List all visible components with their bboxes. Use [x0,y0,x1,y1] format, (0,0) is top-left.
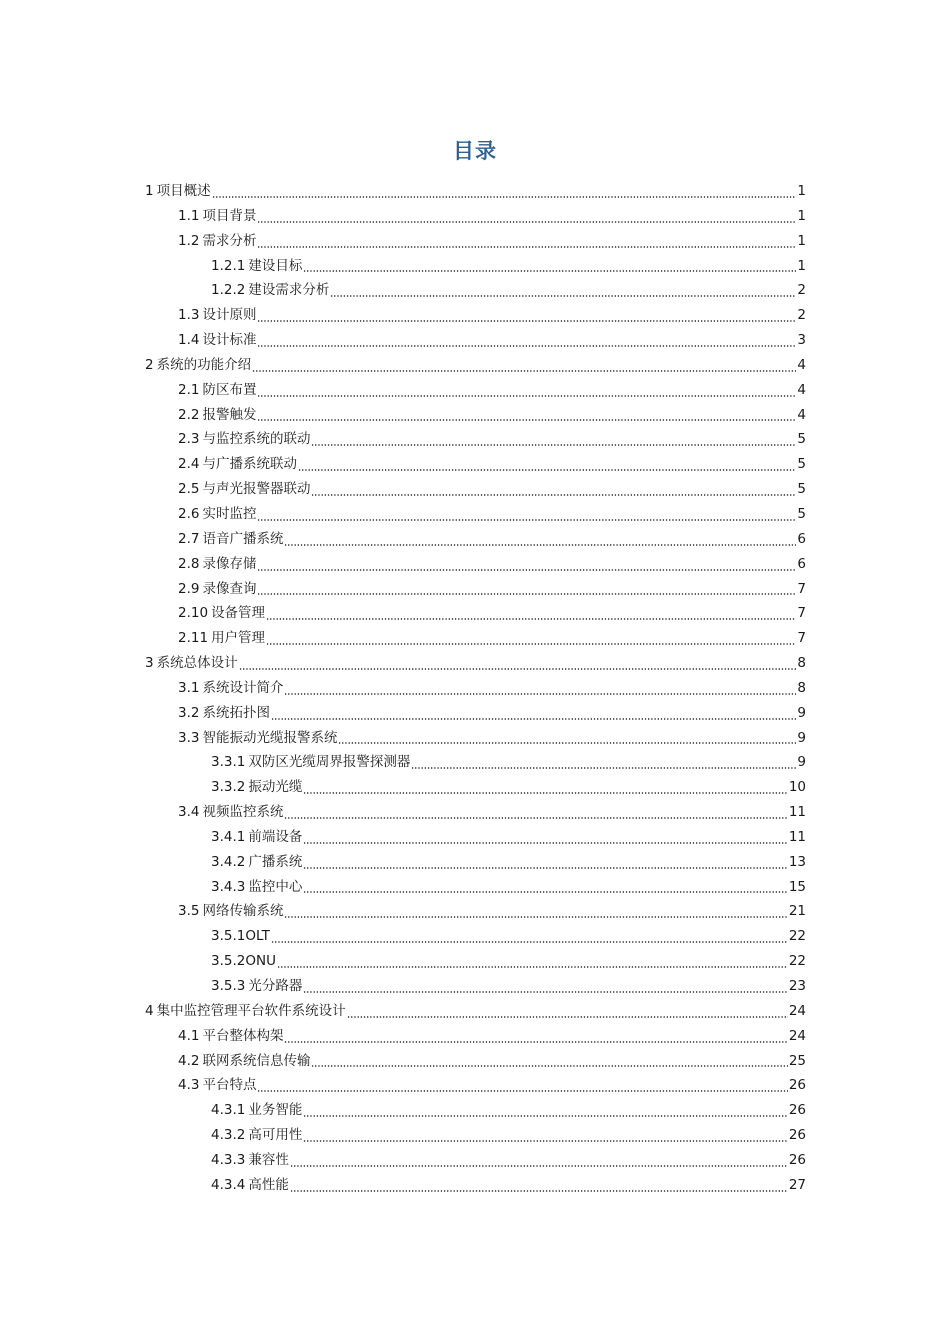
toc-dot-leader [284,544,796,546]
toc-entry[interactable] [145,328,806,353]
toc-entry-label: 建设目标 [248,257,303,274]
toc-dot-leader [290,1190,788,1192]
toc-dot-leader [303,270,796,272]
toc-dot-leader [239,668,797,670]
toc-entry-label: 监控中心 [248,878,303,895]
toc-entry-heading [211,850,302,875]
toc-entry[interactable] [145,477,806,502]
toc-entry[interactable] [145,527,806,552]
toc-entry-label: 高性能 [248,1176,289,1193]
toc-entry-page-number: 6 [797,530,806,547]
toc-dot-leader [411,767,796,769]
toc-entry-number: 2.3 [178,431,200,448]
toc-entry-heading [211,924,270,949]
toc-entry-label: 需求分析 [202,232,257,249]
toc-entry-label: 网络传输系统 [202,903,284,920]
toc-entry-label: 视频监控系统 [202,804,284,821]
toc-entry[interactable] [145,701,806,726]
toc-entry-label: 平台特点 [202,1077,257,1094]
toc-entry-number: 3.3 [178,729,200,746]
toc-entry-number: 2.9 [178,580,200,597]
toc-entry-label: 语音广播系统 [202,530,284,547]
toc-entry[interactable] [145,800,806,825]
toc-entry-label: 系统的功能介绍 [156,356,252,373]
toc-entry-number: 3.5.2ONU [211,953,276,970]
toc-entry-page-number: 26 [788,1077,806,1094]
toc-entry-label: 实时监控 [202,505,257,522]
toc-entry[interactable] [145,452,806,477]
toc-dot-leader [330,295,796,297]
toc-entry-heading [178,726,337,751]
toc-entry-page-number: 21 [788,903,806,920]
toc-entry[interactable] [145,403,806,428]
toc-entry-number: 2.11 [178,630,209,647]
toc-entry-label: 光分路器 [248,978,303,994]
toc-entry-label: 智能振动光缆报警系统 [202,729,338,746]
toc-entry-number: 1.2.1 [211,257,246,274]
toc-entry-number: 4 [145,1002,154,1019]
toc-entry-page-number: 4 [797,381,806,398]
toc-dot-leader [303,1115,787,1117]
toc-dot-leader [257,1090,787,1092]
toc-entry-number: 1.2 [178,232,200,249]
toc-entry-number: 3.3.1 [211,754,246,771]
toc-entry-number: 2.7 [178,530,200,547]
toc-entry[interactable] [145,875,806,900]
toc-entry[interactable] [145,775,806,800]
toc-dot-leader [311,444,796,446]
toc-entry[interactable] [145,179,806,204]
toc-dot-leader [284,817,787,819]
toc-entry-page-number: 11 [788,804,806,821]
toc-entry-page-number: 6 [797,555,806,572]
toc-dot-leader [257,593,796,595]
toc-entry-number: 4.3.4 [211,1176,246,1193]
toc-dot-leader [303,792,787,794]
toc-entry[interactable] [145,1073,806,1098]
toc-entry-number: 2.8 [178,555,200,572]
toc-entry-label: 集中监控管理平台软件系统设计 [156,1002,346,1019]
toc-entry[interactable] [145,229,806,254]
toc-entry[interactable] [145,378,806,403]
toc-entry[interactable] [145,974,806,999]
toc-entry[interactable] [145,1024,806,1049]
toc-title: 目录 [453,139,497,163]
toc-entry-page-number: 24 [788,1002,806,1019]
toc-entry-number: 3.5.3 [211,978,246,994]
toc-entry-heading [211,254,302,279]
toc-dot-leader [252,370,796,372]
toc-entry-page-number: 11 [788,828,806,845]
toc-entry-heading [178,452,297,477]
toc-entry-page-number: 5 [797,505,806,522]
toc-entry-heading [178,403,256,428]
toc-entry-heading [178,477,310,502]
toc-entry-heading [145,179,211,204]
toc-entry-heading [211,1173,289,1198]
toc-entry-page-number: 7 [797,630,806,647]
toc-entry-heading [211,875,302,900]
toc-entry-number: 3.5 [178,903,200,920]
toc-entry-heading [211,974,302,999]
toc-entry-heading [178,527,283,552]
toc-entry[interactable] [145,651,806,676]
toc-entry-label: 联网系统信息传输 [202,1052,311,1069]
toc-entry-number: 2.4 [178,456,200,473]
toc-entry-heading [178,229,256,254]
toc-entry[interactable] [145,726,806,751]
toc-entry-label: 录像存储 [202,555,257,572]
toc-entry-number: 4.3.2 [211,1127,246,1144]
toc-entry[interactable] [145,427,806,452]
toc-entry[interactable] [145,1173,806,1198]
toc-entry-number: 3.5.1OLT [211,928,270,945]
toc-entry-label: 振动光缆 [248,779,303,796]
toc-entry-heading [211,1098,302,1123]
toc-entry-heading [178,1073,256,1098]
toc-entry-page-number: 7 [797,580,806,597]
toc-entry-label: 设计标准 [202,332,257,349]
toc-dot-leader [284,1041,787,1043]
toc-entry-number: 1.2.2 [211,282,246,299]
toc-entry-heading [211,750,410,775]
toc-entry-label: 高可用性 [248,1127,303,1144]
toc-entry-page-number: 5 [797,481,806,498]
toc-entry-page-number: 26 [788,1102,806,1119]
toc-dot-leader [257,519,796,521]
toc-entry-page-number: 25 [788,1052,806,1069]
toc-entry-label: 与监控系统的联动 [202,431,311,448]
toc-entry-label: 业务智能 [248,1102,303,1119]
toc-entry[interactable] [145,254,806,279]
toc-entry[interactable] [145,502,806,527]
toc-entry[interactable] [145,676,806,701]
toc-entry-label: 项目背景 [202,207,257,224]
toc-dot-leader [284,916,787,918]
toc-dot-leader [303,991,787,993]
toc-entry[interactable] [145,825,806,850]
toc-entry[interactable] [145,353,806,378]
toc-entry-page-number: 13 [788,853,806,870]
toc-entry-heading [178,800,283,825]
toc-entry-page-number: 27 [788,1176,806,1193]
toc-entry-number: 2 [145,356,154,373]
toc-dot-leader [257,221,796,223]
toc-entry-page-number: 4 [797,356,806,373]
toc-entry-heading [145,999,346,1024]
toc-entry-heading [178,378,256,403]
toc-entry-label: 与声光报警器联动 [202,481,311,498]
toc-dot-leader [266,618,796,620]
toc-entry-page-number: 1 [797,183,806,199]
toc-entry[interactable] [145,278,806,303]
toc-entry-heading [178,204,256,229]
toc-dot-leader [257,345,796,347]
toc-entry[interactable] [145,552,806,577]
toc-entry[interactable] [145,1049,806,1074]
toc-entry[interactable] [145,1098,806,1123]
toc-entry-heading [178,701,270,726]
toc-entry[interactable] [145,601,806,626]
toc-entry-page-number: 26 [788,1151,806,1168]
toc-dot-leader [271,718,796,720]
toc-entry-page-number: 1 [797,207,806,224]
toc-entry[interactable] [145,924,806,949]
toc-entry-heading [178,502,256,527]
toc-entry-heading [211,775,302,800]
toc-dot-leader [303,842,787,844]
toc-entry[interactable] [145,1123,806,1148]
toc-entry-number: 1.4 [178,332,200,349]
toc-entry-number: 4.2 [178,1052,200,1069]
toc-entry-number: 3.2 [178,704,200,721]
toc-entry-heading [178,1024,283,1049]
toc-entry-number: 3.4.2 [211,853,246,870]
toc-entry-heading [178,552,256,577]
toc-entry[interactable] [145,204,806,229]
toc-entry-label: 前端设备 [248,828,303,845]
toc-entry-label: 防区布置 [202,381,257,398]
toc-dot-leader [338,742,796,744]
toc-entry-number: 2.1 [178,381,200,398]
toc-entry[interactable] [145,999,806,1024]
toc-entry-number: 3.1 [178,679,200,696]
toc-entry-heading [178,1049,310,1074]
toc-entry-page-number: 26 [788,1127,806,1144]
toc-dot-leader [303,867,787,869]
toc-entry-page-number: 22 [788,953,806,970]
toc-entry-page-number: 4 [797,406,806,423]
toc-dot-leader [303,1140,787,1142]
toc-entry-heading [211,1148,289,1173]
toc-entry-page-number: 5 [797,456,806,473]
toc-entry-label: 与广播系统联动 [202,456,297,473]
toc-entry-page-number: 9 [797,729,806,746]
toc-entry[interactable] [145,577,806,602]
toc-entry-label: 设备管理 [211,605,266,622]
toc-entry-heading [145,353,251,378]
toc-dot-leader [257,246,796,248]
toc-entry-label: 报警触发 [202,406,257,423]
toc-entry-label: 系统设计简介 [202,679,284,696]
toc-dot-leader [212,196,797,198]
toc-entry[interactable] [145,1148,806,1173]
toc-entry-page-number: 1 [797,257,806,274]
toc-dot-leader [257,395,796,397]
toc-entry-number: 4.1 [178,1027,200,1044]
toc-entry[interactable] [145,750,806,775]
toc-entry-page-number: 9 [797,704,806,721]
toc-entry-heading [178,626,265,651]
toc-entry-heading [178,427,310,452]
toc-dot-leader [284,693,796,695]
toc-entry-label: 系统总体设计 [156,655,238,672]
toc-entry-heading [178,303,256,328]
toc-entry-label: 项目概述 [156,183,211,199]
toc-entry-heading [178,328,256,353]
toc-entry-heading [211,949,276,974]
toc-entry-page-number: 24 [788,1027,806,1044]
toc-entry-page-number: 15 [788,878,806,895]
toc-entry-number: 2.5 [178,481,200,498]
toc-entry-number: 3.3.2 [211,779,246,796]
toc-entry-number: 1.3 [178,307,200,324]
toc-dot-leader [311,494,796,496]
toc-entry-label: 录像查询 [202,580,257,597]
toc-entry-label: 广播系统 [248,853,303,870]
toc-entry[interactable] [145,899,806,924]
toc-entry[interactable] [145,850,806,875]
toc-entry-page-number: 8 [797,655,806,672]
toc-entry-number: 3.4.1 [211,828,246,845]
toc-entry-page-number: 10 [788,779,806,796]
toc-entry-label: 用户管理 [211,630,266,647]
toc-entry-number: 1.1 [178,207,200,224]
toc-dot-leader [347,1016,788,1018]
toc-entry-heading [211,825,302,850]
toc-entry-page-number: 2 [797,307,806,324]
toc-dot-leader [277,966,788,968]
toc-entry-heading [178,601,265,626]
toc-dot-leader [290,1165,788,1167]
toc-entry-number: 2.10 [178,605,209,622]
toc-entry-page-number: 22 [788,928,806,945]
toc-entry-page-number: 8 [797,679,806,696]
toc-dot-leader [271,941,788,943]
toc-entry-page-number: 5 [797,431,806,448]
toc-entry-label: 平台整体构架 [202,1027,284,1044]
toc-entry-heading [178,577,256,602]
toc-entry-number: 4.3.1 [211,1102,246,1119]
toc-entry-number: 3.4 [178,804,200,821]
toc-entry-page-number: 1 [797,232,806,249]
toc-entry-number: 4.3 [178,1077,200,1094]
toc-entry-number: 3.4.3 [211,878,246,895]
toc-dot-leader [298,469,796,471]
toc-dot-leader [257,419,796,421]
toc-entry-heading [178,899,283,924]
toc-entry-heading [178,676,283,701]
toc-entry-heading [145,651,238,676]
toc-dot-leader [303,891,787,893]
toc-entry-label: 设计原则 [202,307,257,324]
toc-entry[interactable] [145,949,806,974]
toc-entry-page-number: 2 [797,282,806,299]
toc-entry-number: 3 [145,655,154,672]
toc-entry-page-number: 7 [797,605,806,622]
toc-dot-leader [311,1065,787,1067]
toc-entry[interactable] [145,303,806,328]
table-of-contents [145,179,806,1198]
toc-entry-number: 4.3.3 [211,1151,246,1168]
toc-entry-number: 2.6 [178,505,200,522]
toc-entry-page-number: 23 [788,978,806,994]
toc-entry-page-number: 9 [797,754,806,771]
toc-entry-number: 1 [145,183,154,199]
toc-entry-label: 系统拓扑图 [202,704,270,721]
toc-dot-leader [266,643,796,645]
toc-entry-number: 2.2 [178,406,200,423]
toc-entry-label: 双防区光缆周界报警探测器 [248,754,411,771]
toc-entry-heading [211,278,329,303]
toc-entry[interactable] [145,626,806,651]
toc-entry-heading [211,1123,302,1148]
toc-entry-label: 建设需求分析 [248,282,330,299]
toc-entry-label: 兼容性 [248,1151,289,1168]
toc-dot-leader [257,569,796,571]
toc-entry-page-number: 3 [797,332,806,349]
toc-dot-leader [257,320,796,322]
